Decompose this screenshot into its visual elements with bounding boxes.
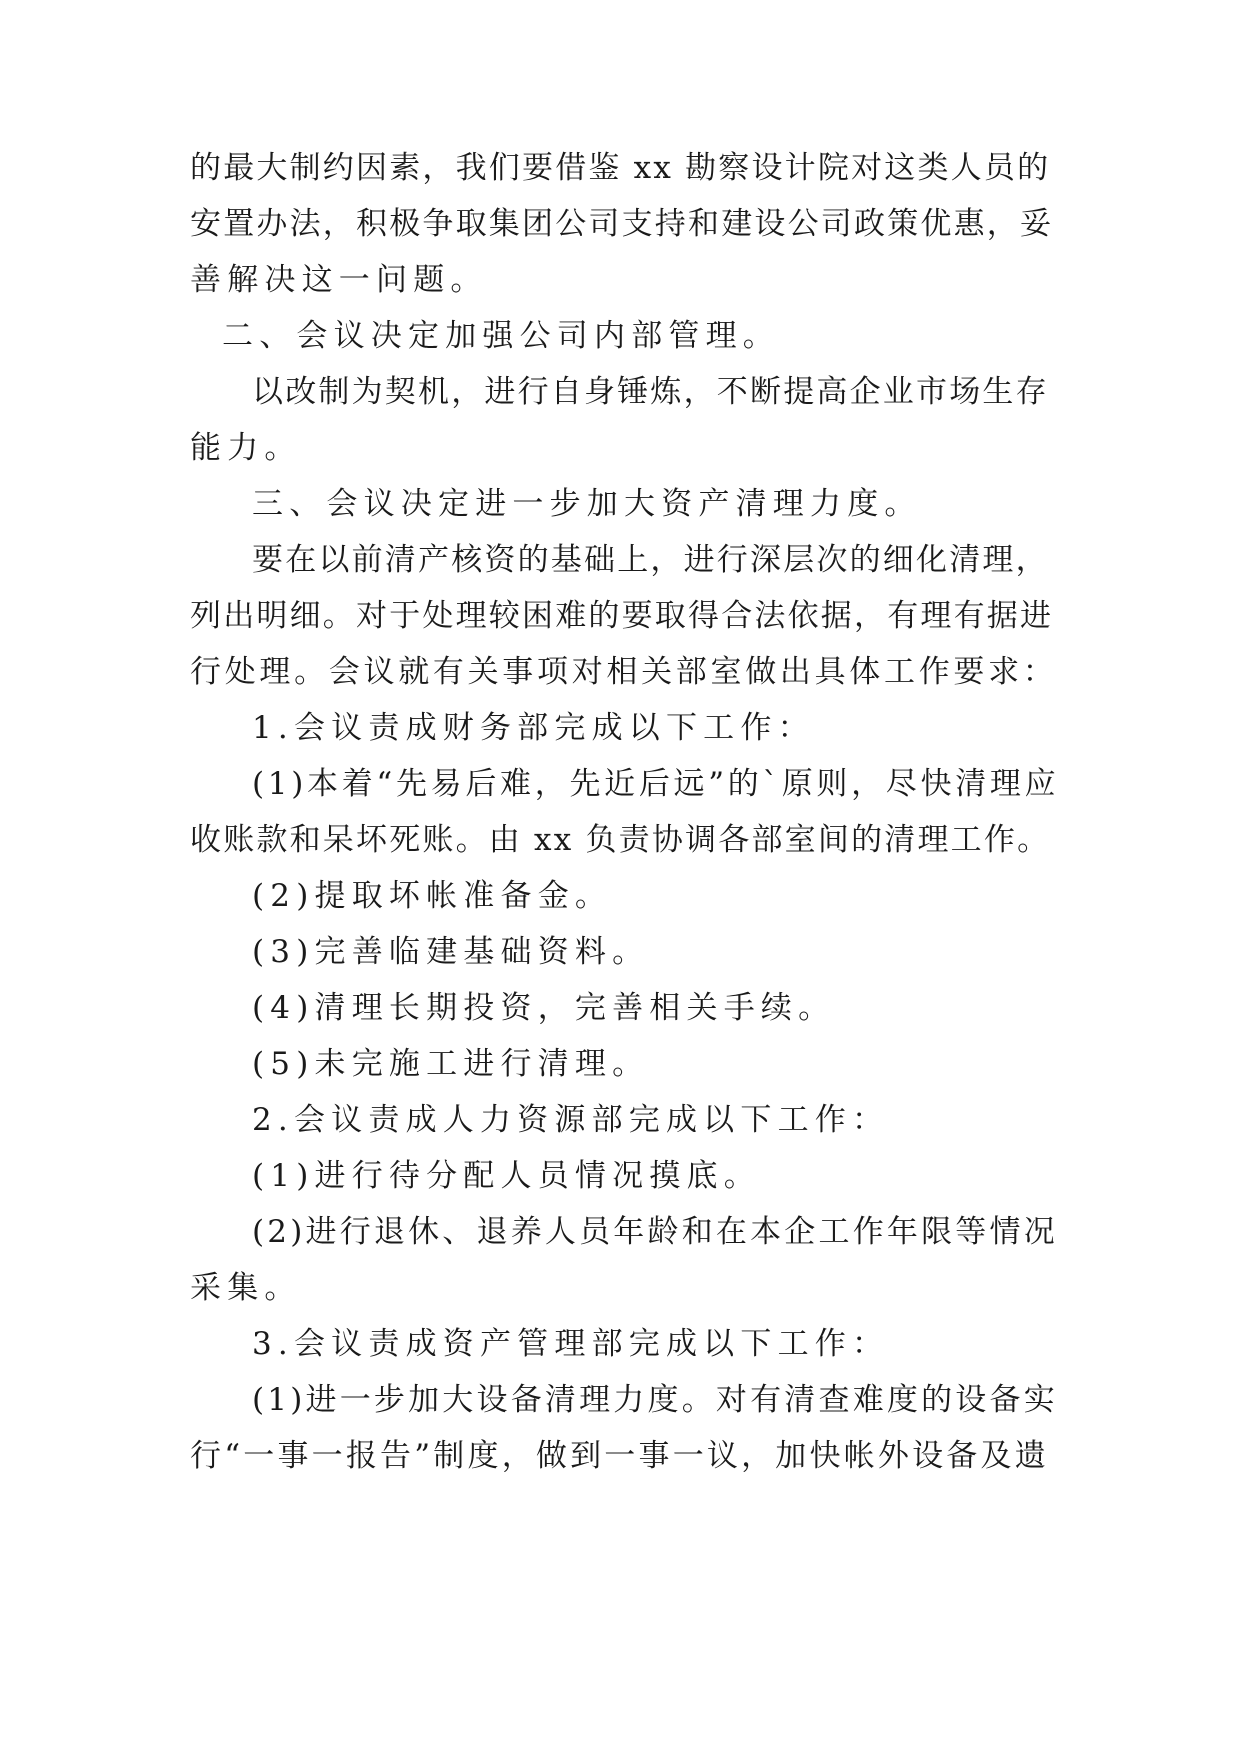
list-item: (3)完善临建基础资料。 [252, 934, 650, 970]
text-line: 列出明细。对于处理较困难的要取得合法依据，有理有据进 [190, 598, 1054, 634]
text-line: 的最大制约因素，我们要借鉴 xx 勘察设计院对这类人员的 [190, 150, 1051, 186]
text-line: 行处理。会议就有关事项对相关部室做出具体工作要求： [190, 654, 1058, 690]
list-heading: 3.会议责成资产管理部完成以下工作： [252, 1326, 890, 1362]
list-item: (1)本着“先易后难，先近后远”的`原则，尽快清理应 [252, 766, 1060, 802]
text-line: 能力。 [190, 430, 302, 466]
list-item: (5)未完施工进行清理。 [252, 1046, 650, 1082]
text-line: 善解决这一问题。 [190, 262, 488, 298]
list-item: (1)进行待分配人员情况摸底。 [252, 1158, 761, 1194]
list-heading: 2.会议责成人力资源部完成以下工作： [252, 1102, 890, 1138]
list-item: (2)进行退休、退养人员年龄和在本企工作年限等情况 [252, 1214, 1058, 1250]
text-line: 采集。 [190, 1270, 302, 1306]
section-heading: 二、会议决定加强公司内部管理。 [222, 318, 780, 354]
list-item: (1)进一步加大设备清理力度。对有清查难度的设备实 [252, 1382, 1058, 1418]
section-heading: 三、会议决定进一步加大资产清理力度。 [252, 486, 922, 522]
text-line: 以改制为契机，进行自身锤炼，不断提高企业市场生存 [252, 374, 1049, 410]
text-line: 要在以前清产核资的基础上，进行深层次的细化清理， [252, 542, 1049, 578]
list-item: (2)提取坏帐准备金。 [252, 878, 613, 914]
text-line: 行“一事一报告”制度，做到一事一议，加快帐外设备及遗 [190, 1438, 1049, 1474]
list-item: (4)清理长期投资，完善相关手续。 [252, 990, 836, 1026]
text-line: 安置办法，积极争取集团公司支持和建设公司政策优惠，妥 [190, 206, 1054, 242]
text-line: 收账款和呆坏死账。由 xx 负责协调各部室间的清理工作。 [190, 822, 1051, 858]
list-heading: 1.会议责成财务部完成以下工作： [252, 710, 815, 746]
